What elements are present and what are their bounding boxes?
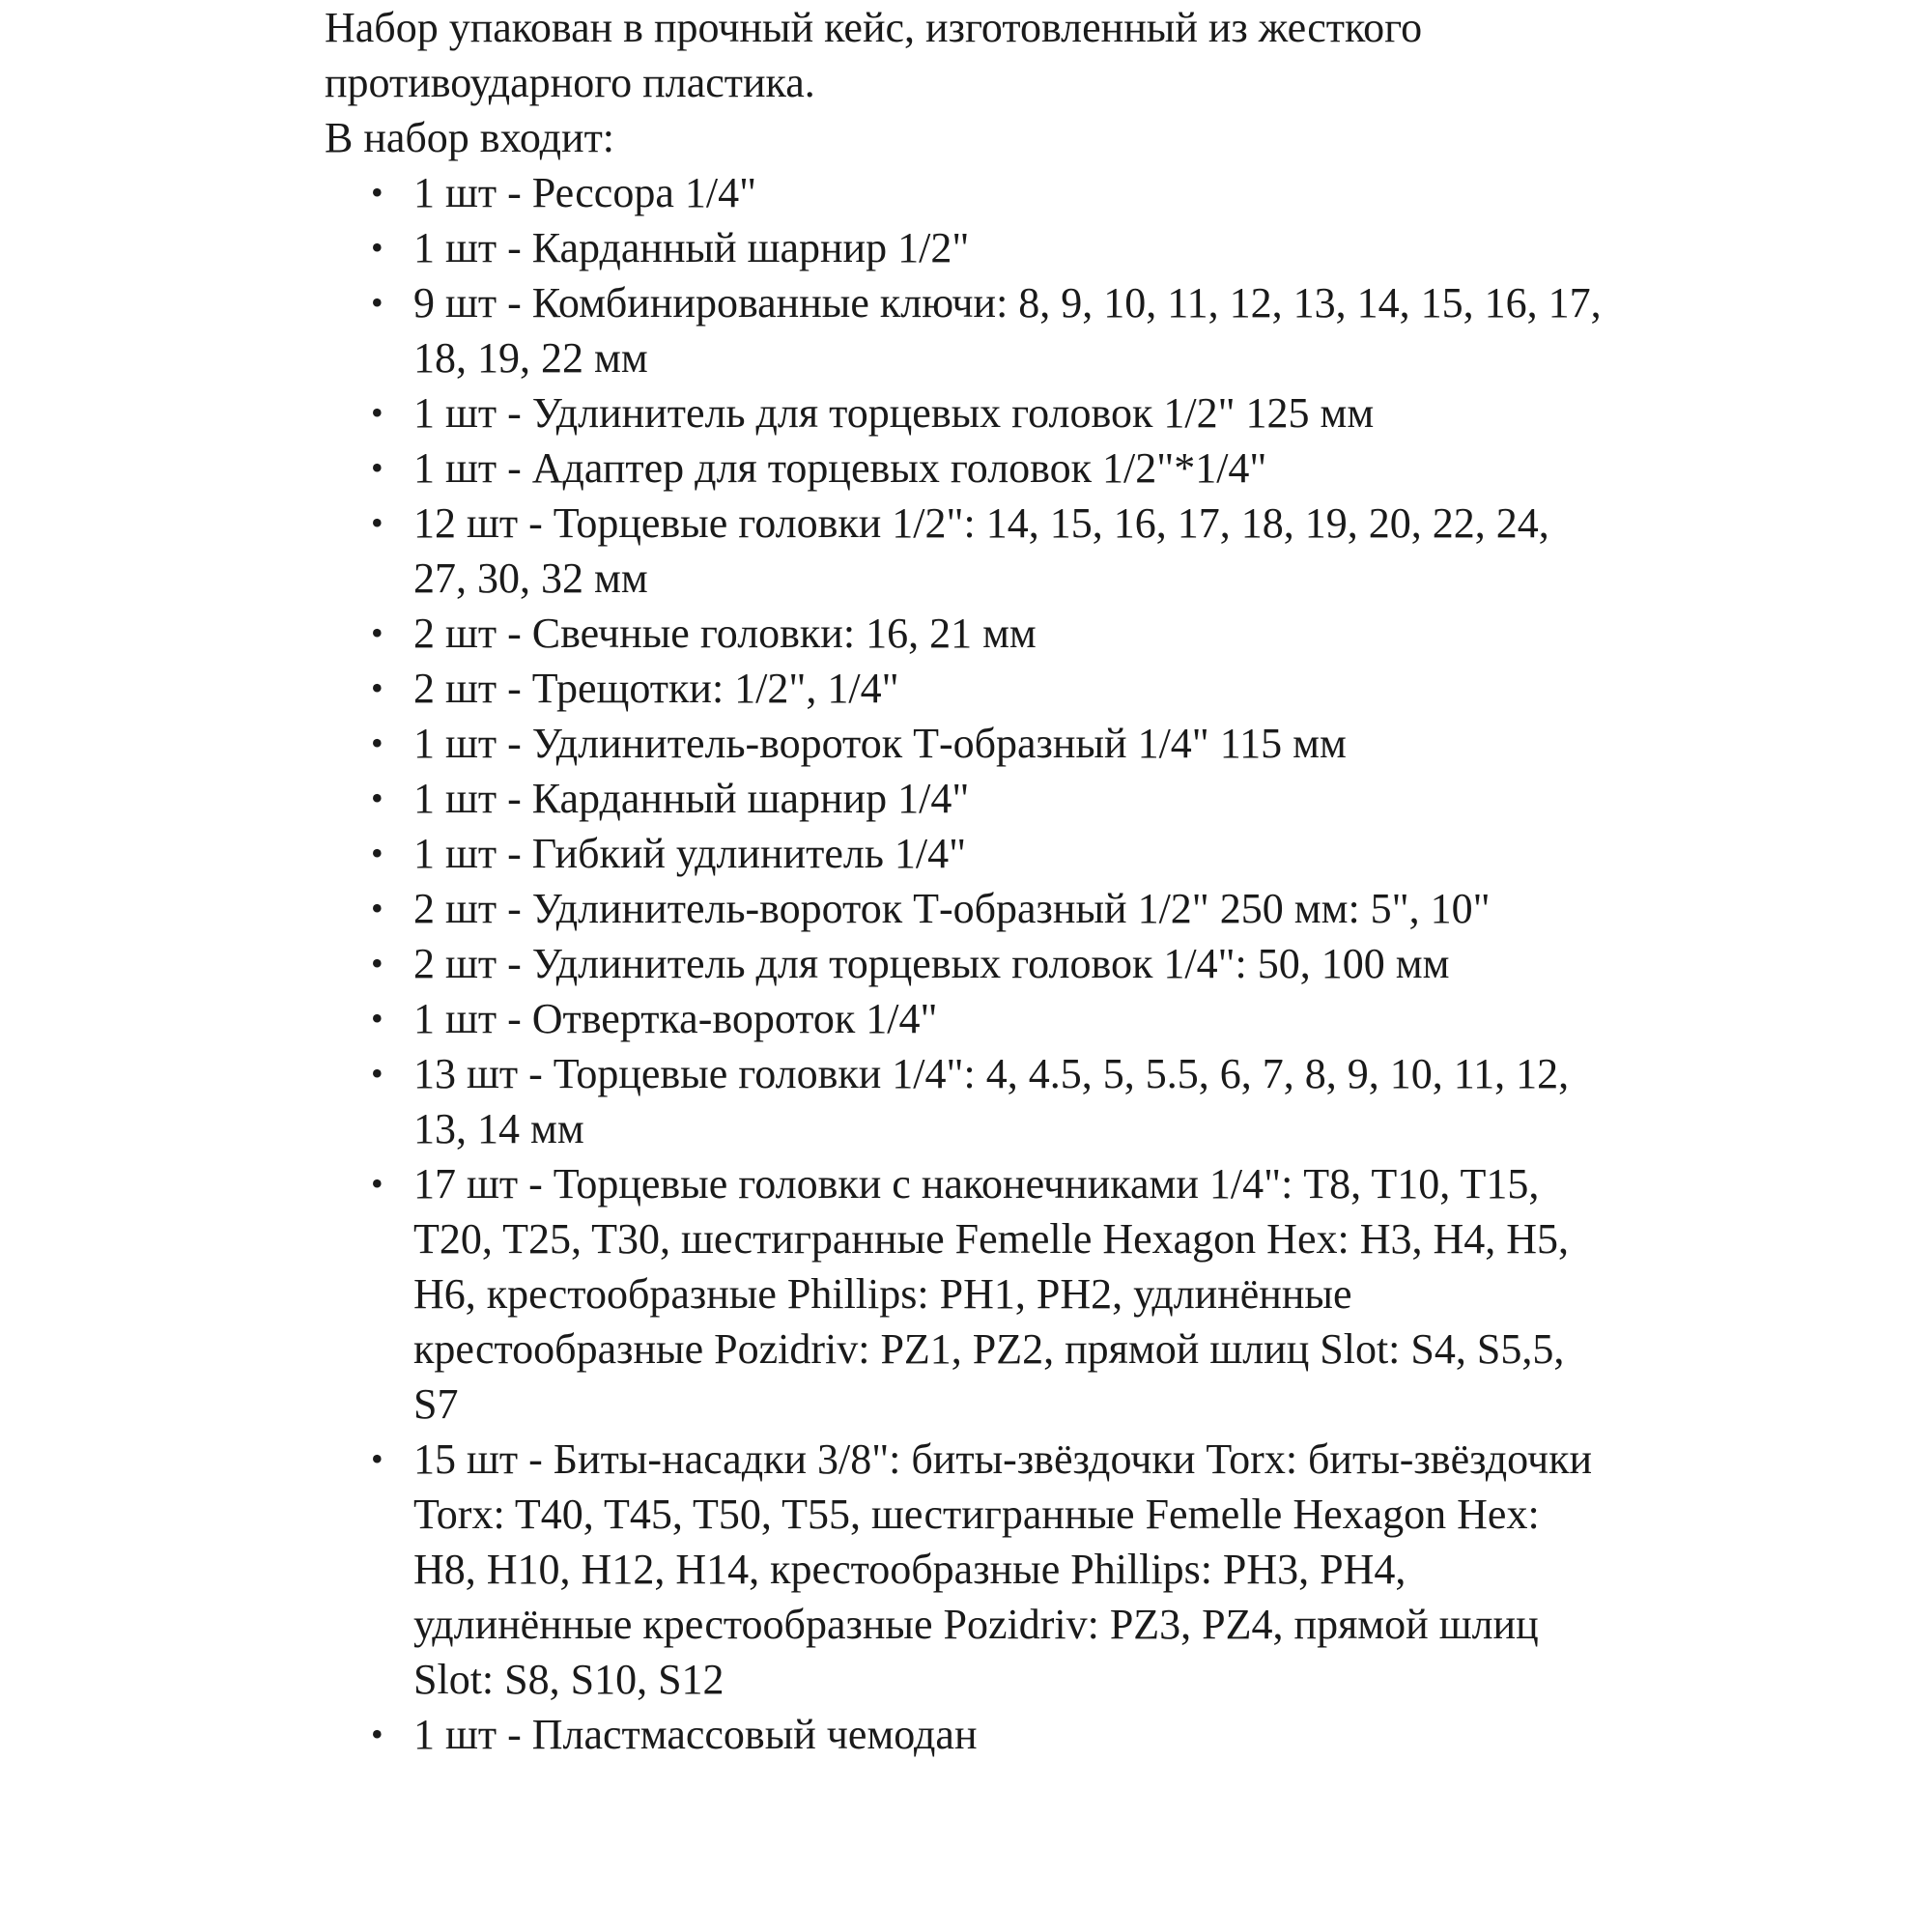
list-item xyxy=(325,440,1611,496)
list-item xyxy=(325,606,1611,661)
bullet-icon: • xyxy=(371,228,384,267)
list-item-text: 1 шт - Удлинитель для торцевых головок 1/2" 125 мм xyxy=(413,389,1375,437)
list-item xyxy=(325,496,1611,606)
list-item-text: 1 шт - Пластмассовый чемодан xyxy=(413,1711,978,1758)
bullet-icon: • xyxy=(371,448,384,487)
bullet-icon: • xyxy=(371,1054,384,1093)
bullet-icon: • xyxy=(371,944,384,982)
list-item xyxy=(325,220,1611,275)
bullet-icon: • xyxy=(371,889,384,927)
bullet-icon: • xyxy=(371,999,384,1037)
list-item xyxy=(325,1432,1611,1707)
document-body xyxy=(325,0,1609,1762)
list-item-text: 1 шт - Гибкий удлинитель 1/4" xyxy=(413,830,967,877)
list-item xyxy=(325,881,1611,936)
list-item-text: 1 шт - Отвертка-вороток 1/4" xyxy=(413,995,938,1042)
bullet-icon: • xyxy=(371,283,384,322)
list-item-text: 2 шт - Удлинитель-вороток Т-образный 1/2" 250 мм: 5", 10" xyxy=(413,885,1491,932)
list-heading: В набор входит: xyxy=(325,114,615,161)
list-item xyxy=(325,275,1611,385)
bullet-icon: • xyxy=(371,724,384,762)
list-item-text: 13 шт - Торцевые головки 1/4": 4, 4.5, 5, 5.5, 6, 7, 8, 9, 10, 11, 12, 13, 14 мм xyxy=(413,1050,1570,1152)
list-item xyxy=(325,826,1611,881)
list-item xyxy=(325,771,1611,826)
list-item-text: 12 шт - Торцевые головки 1/2": 14, 15, 16, 17, 18, 19, 20, 22, 24, 27, 30, 32 мм xyxy=(413,499,1549,602)
list-item-text: 9 шт - Комбинированные ключи: 8, 9, 10, 11, 12, 13, 14, 15, 16, 17, 18, 19, 22 мм xyxy=(413,279,1602,382)
list-item-text: 1 шт - Адаптер для торцевых головок 1/2"*1/4" xyxy=(413,444,1267,492)
bullet-icon: • xyxy=(371,393,384,432)
list-item xyxy=(325,1046,1611,1156)
list-item-text: 1 шт - Удлинитель-вороток Т-образный 1/4" 115 мм xyxy=(413,720,1347,767)
list-item xyxy=(325,1156,1611,1432)
bullet-icon: • xyxy=(371,173,384,212)
list-item-text: 17 шт - Торцевые головки с наконечниками 1/4": T8, T10, T15, T20, T25, T30, шестигранные Femelle Hexagon Hex: H3, H4, H5, H6, крестообразные Phillips: PH1, PH2, удлинённые крестообразные Pozidriv: PZ1, PZ2, прямой шлиц Slot: S4, S5,5, S7 xyxy=(413,1160,1570,1428)
bullet-icon: • xyxy=(371,613,384,652)
kit-contents-list xyxy=(325,165,1609,1762)
bullet-icon: • xyxy=(371,779,384,817)
list-item xyxy=(325,716,1611,771)
bullet-icon: • xyxy=(371,668,384,707)
list-item-text: 2 шт - Свечные головки: 16, 21 мм xyxy=(413,610,1037,657)
list-item-text: 2 шт - Трещотки: 1/2", 1/4" xyxy=(413,665,899,712)
list-item-text: 1 шт - Рессора 1/4" xyxy=(413,169,757,216)
list-item xyxy=(325,991,1611,1046)
case-description: Набор упакован в прочный кейс, изготовленный из жесткого противоударного пластика. xyxy=(325,4,1423,106)
list-item xyxy=(325,165,1611,220)
list-item-text: 1 шт - Карданный шарнир 1/2" xyxy=(413,224,970,271)
bullet-icon: • xyxy=(371,834,384,872)
bullet-icon: • xyxy=(371,1439,384,1478)
bullet-icon: • xyxy=(371,503,384,542)
bullet-icon: • xyxy=(371,1715,384,1753)
list-item xyxy=(325,385,1611,440)
list-item xyxy=(325,936,1611,991)
list-item xyxy=(325,1707,1611,1762)
bullet-icon: • xyxy=(371,1164,384,1203)
list-item-text: 15 шт - Биты-насадки 3/8": биты-звёздочки Torx: биты-звёздочки Torx: T40, T45, T50, T55, шестигранные Femelle Hexagon Hex: H8, H10, H12, H14, крестообразные Phillips: PH3, PH4, удлинённые крестообразные Pozidriv: PZ3, PZ4, прямой шлиц Slot: S8, S10, S12 xyxy=(413,1435,1592,1703)
list-item-text: 1 шт - Карданный шарнир 1/4" xyxy=(413,775,970,822)
list-item xyxy=(325,661,1611,716)
list-item-text: 2 шт - Удлинитель для торцевых головок 1/4": 50, 100 мм xyxy=(413,940,1450,987)
